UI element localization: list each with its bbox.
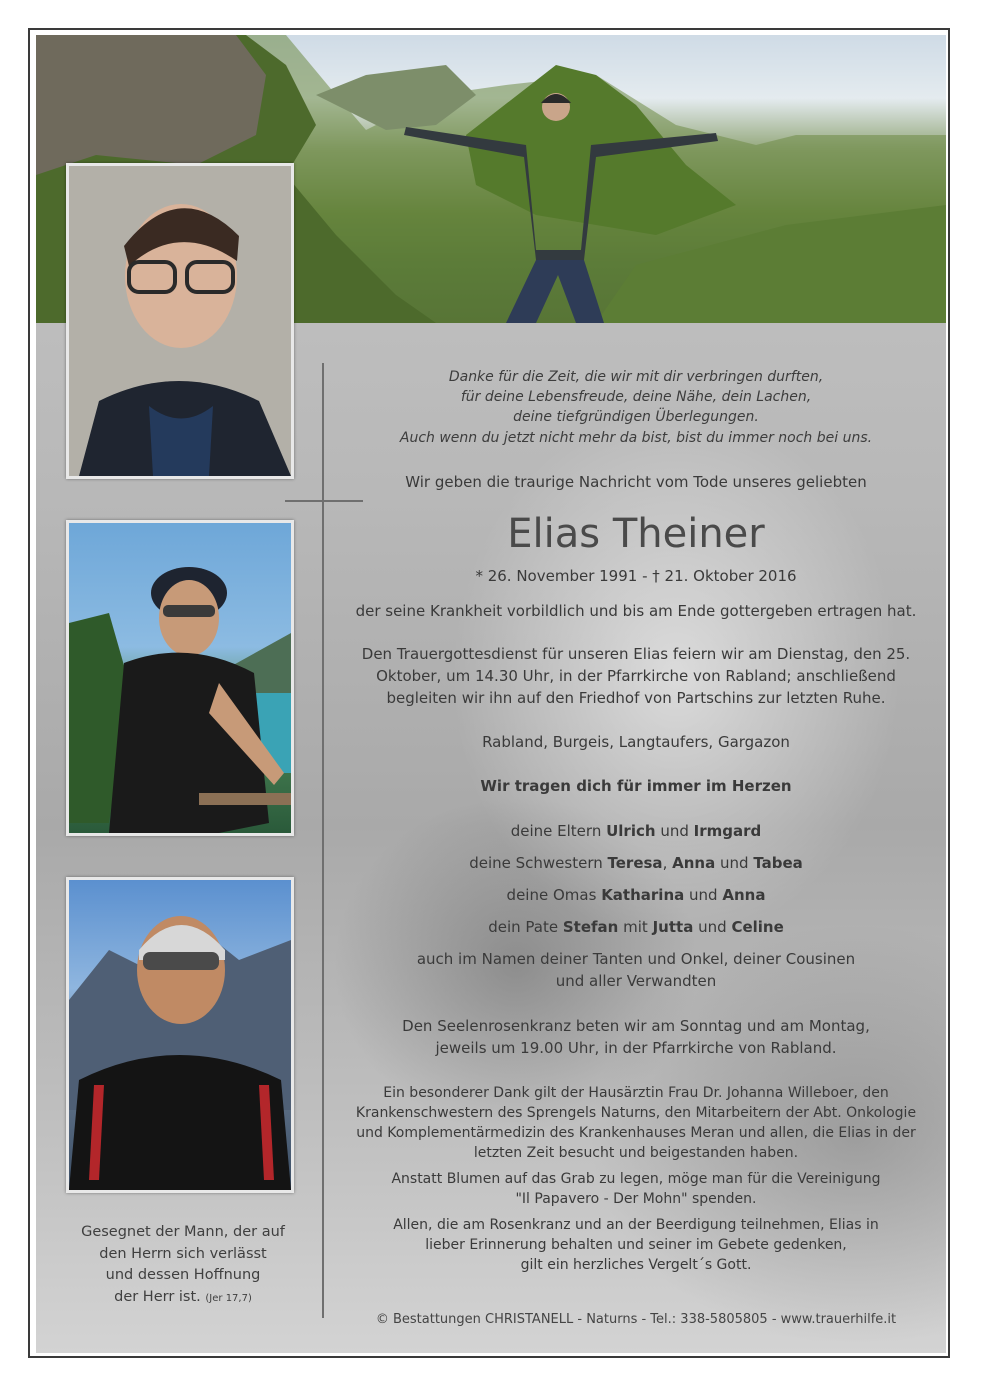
flowers-line: Anstatt Blumen auf das Grab zu legen, möge man für die Vereinigung: [391, 1171, 881, 1187]
thanks-line: Ein besonderer Dank gilt der Hausärztin Frau Dr. Johanna Willeboer, den: [383, 1085, 889, 1101]
service-line: Oktober, um 14.30 Uhr, in der Pfarrkirche von Rabland; anschließend: [376, 667, 896, 685]
rosary-line: jeweils um 19.00 Uhr, in der Pfarrkirche von Rabland.: [435, 1039, 837, 1057]
thanks-line: und Komplementärmedizin des Krankenhauses Meran und allen, die Elias in der: [356, 1125, 916, 1141]
poem-line: deine tiefgründigen Überlegungen.: [513, 409, 759, 425]
cross-vertical-bar: [322, 363, 324, 1318]
deceased-name: Elias Theiner: [507, 511, 765, 557]
relatives-line: und aller Verwandten: [555, 972, 717, 990]
service-line: Den Trauergottesdienst für unseren Elias feiern wir am Dienstag, den 25.: [361, 645, 911, 663]
obituary-card: [36, 35, 946, 1353]
quote-line: Gesegnet der Mann, der auf: [81, 1224, 285, 1240]
rosary-line: Den Seelenrosenkranz beten wir am Sonntag und am Montag,: [402, 1017, 870, 1035]
portrait-photo-glasses: [66, 163, 294, 479]
undertaker-footer: © Bestattungen CHRISTANELL - Naturns - Tel.: 338-5805805 - www.trauerhilfe.it: [375, 1312, 897, 1327]
family-godfather: dein Pate Stefan mit Jutta und Celine: [488, 918, 784, 936]
places: Rabland, Burgeis, Langtaufers, Gargazon: [482, 733, 790, 751]
poem-line: für deine Lebensfreude, deine Nähe, dein Lachen,: [460, 389, 812, 405]
relatives-line: auch im Namen deiner Tanten und Onkel, deiner Cousinen: [416, 950, 856, 968]
cyclist-photo: [66, 520, 294, 836]
heart-line: Wir tragen dich für immer im Herzen: [480, 777, 792, 795]
flowers-line: "Il Papavero - Der Mohn" spenden.: [515, 1191, 757, 1207]
family-sisters: deine Schwestern Teresa, Anna und Tabea: [469, 854, 803, 872]
quote-reference: (Jer 17,7): [205, 1292, 252, 1304]
family-parents: deine Eltern Ulrich und Irmgard: [510, 822, 762, 840]
family-grandmothers: deine Omas Katharina und Anna: [506, 886, 766, 904]
quote-line: und dessen Hoffnung: [105, 1267, 261, 1283]
thanks-line: letzten Zeit besucht und beigestanden haben.: [473, 1145, 799, 1161]
service-line: begleiten wir ihn auf den Friedhof von Partschins zur letzten Ruhe.: [386, 689, 886, 707]
closing-line: lieber Erinnerung behalten und seiner im Gebete gedenken,: [425, 1237, 847, 1253]
illness-line: der seine Krankheit vorbildlich und bis am Ende gottergeben ertragen hat.: [355, 602, 917, 620]
bible-quote: [68, 1222, 298, 1309]
thanks-line: Krankenschwestern des Sprengels Naturns, den Mitarbeitern der Abt. Onkologie: [355, 1105, 917, 1121]
closing-line: gilt ein herzliches Vergelt´s Gott.: [520, 1257, 752, 1273]
quote-line-last: der Herr ist. (Jer 17,7): [114, 1288, 252, 1305]
closing-line: Allen, die am Rosenkranz und an der Beerdigung teilnehmen, Elias in: [393, 1217, 879, 1233]
cross-horizontal-bar: [285, 500, 363, 502]
life-dates: * 26. November 1991 - † 21. Oktober 2016: [475, 567, 797, 585]
mountain-portrait-photo: [66, 877, 294, 1193]
announcement-intro: Wir geben die traurige Nachricht vom Tode unseres geliebten: [405, 473, 867, 491]
poem-line: Auch wenn du jetzt nicht mehr da bist, bist du immer noch bei uns.: [399, 430, 873, 446]
quote-line: den Herrn sich verlässt: [99, 1245, 267, 1262]
poem-line: Danke für die Zeit, die wir mit dir verbringen durften,: [448, 369, 824, 385]
